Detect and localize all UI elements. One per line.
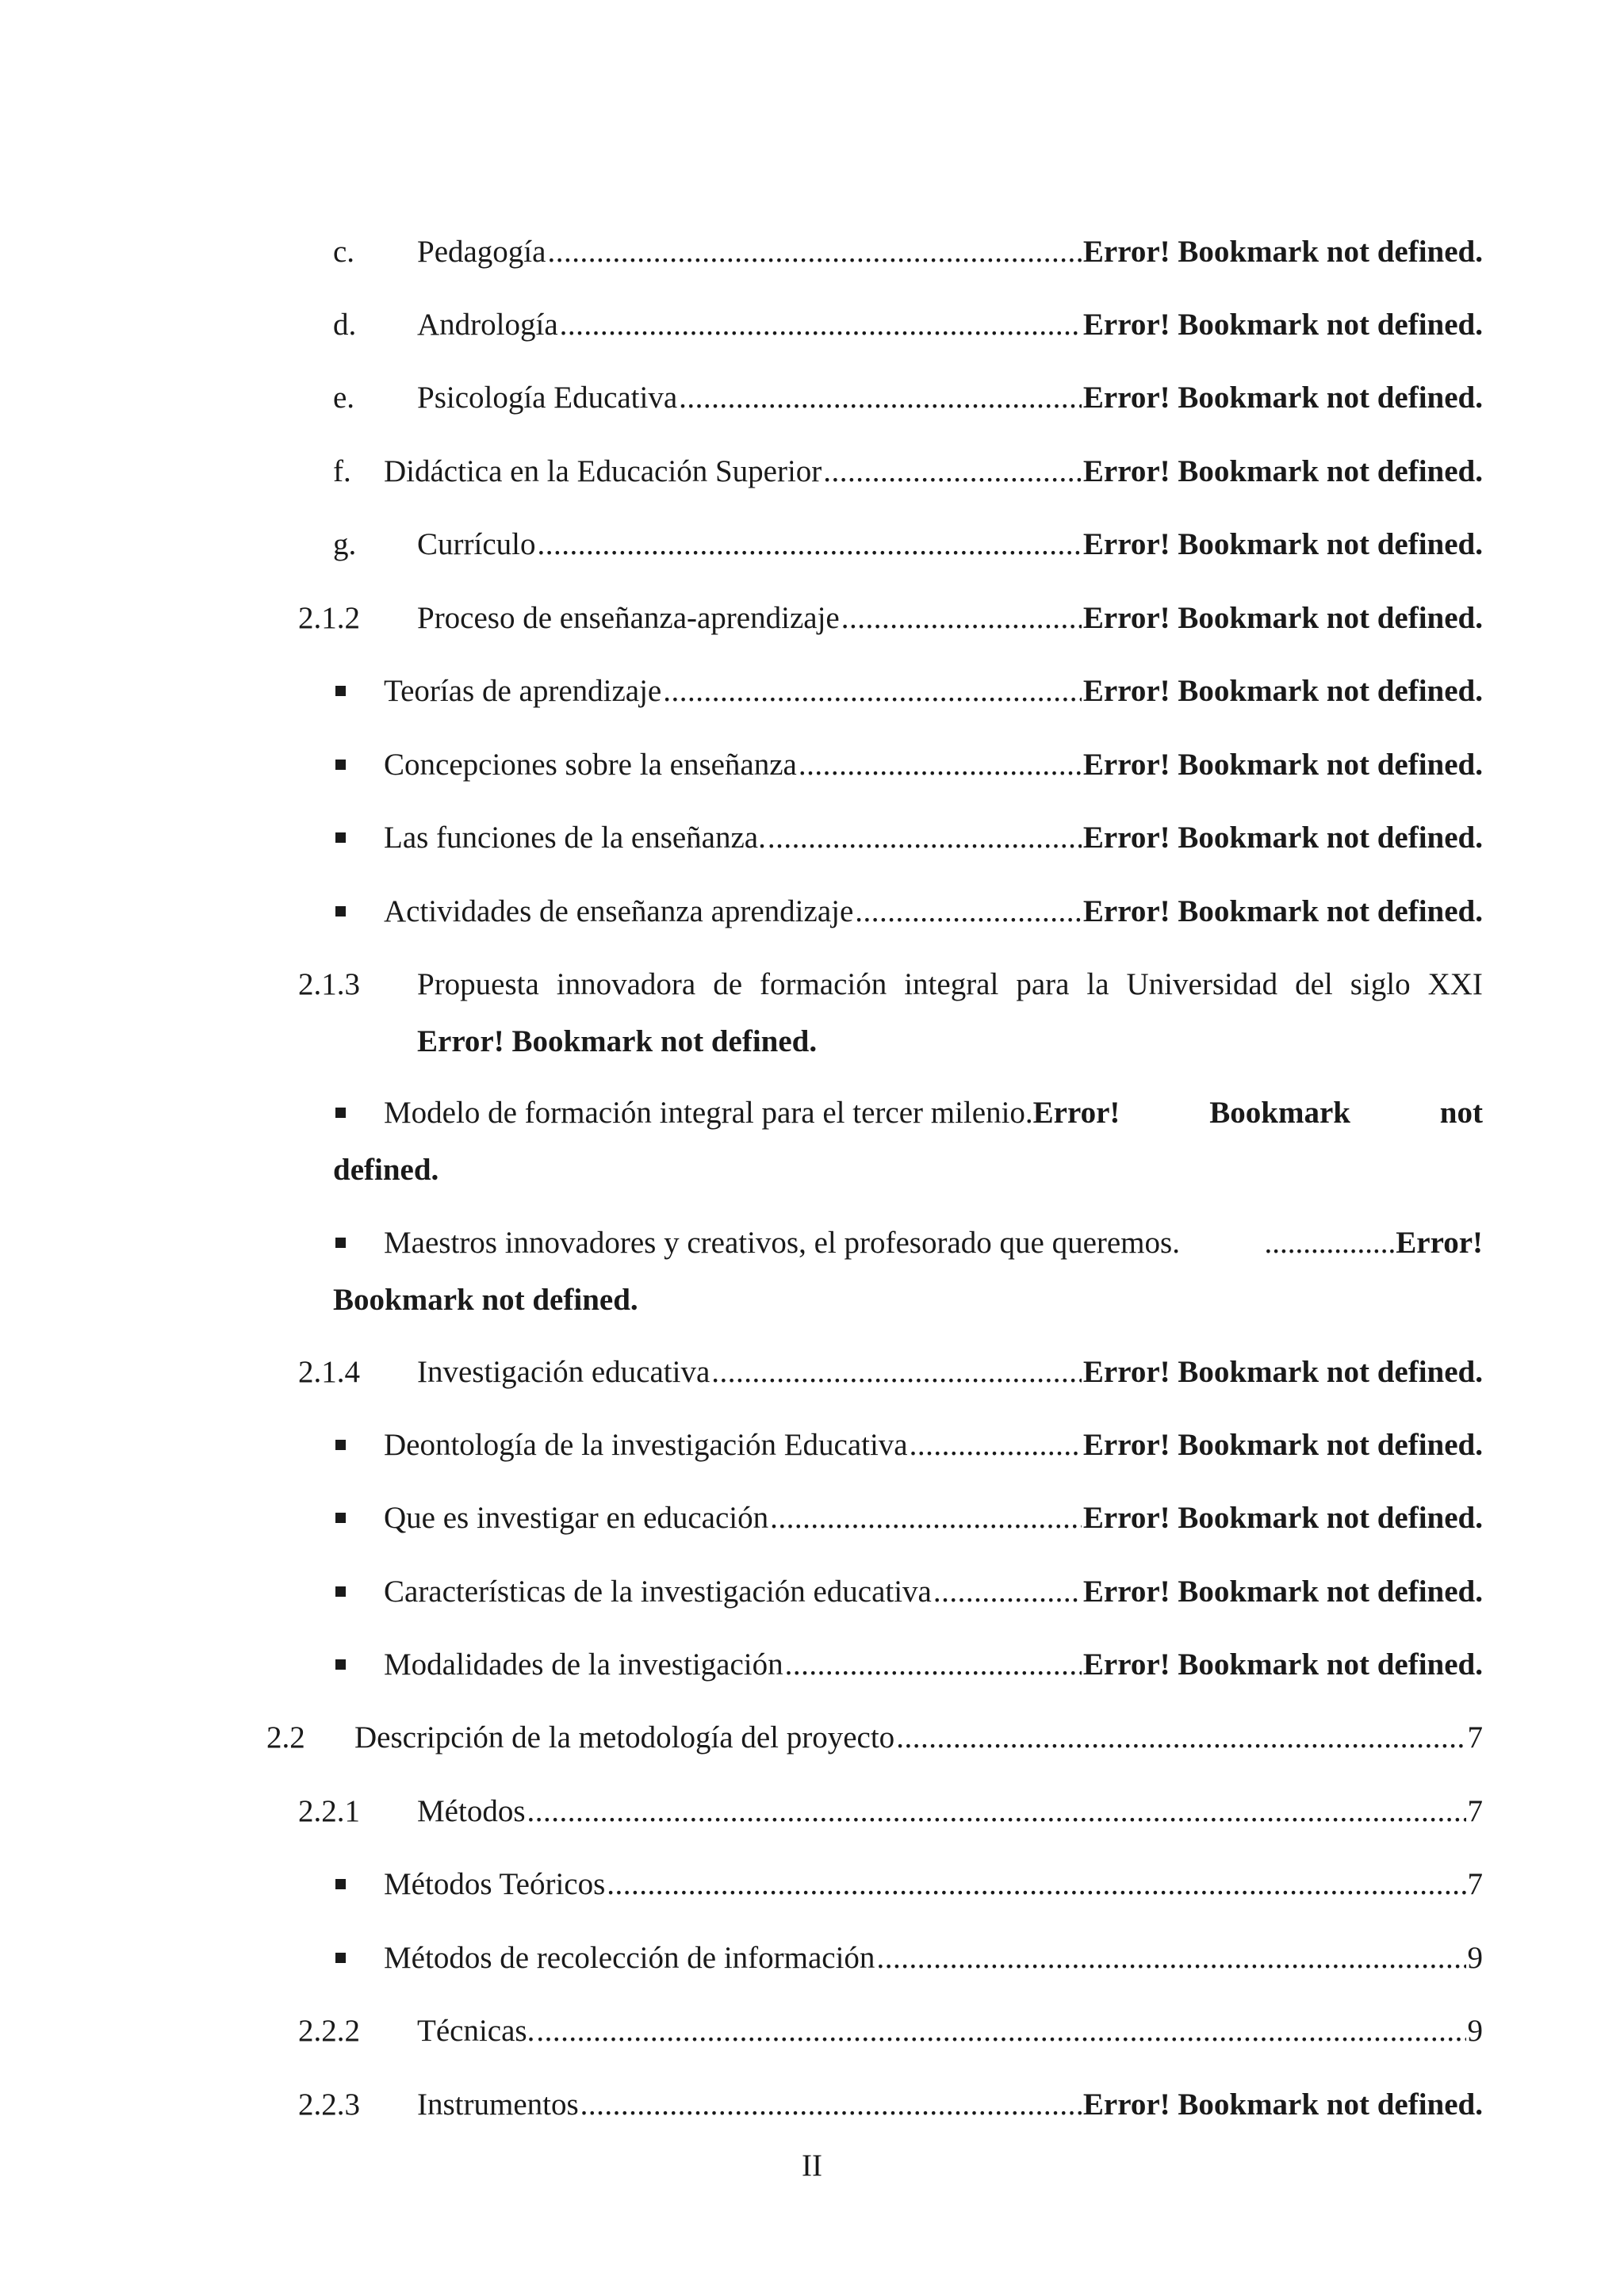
toc-entry-reference: Error! Bookmark not defined. <box>1082 1647 1483 1682</box>
title-word: innovadora <box>556 967 696 1001</box>
toc-entry-reference: Error! Bookmark not defined. <box>1082 235 1483 269</box>
title-word: Universidad <box>1126 967 1278 1001</box>
toc-entry-title: Concepciones sobre la enseñanza <box>384 748 797 782</box>
toc-entry-title: Teorías de aprendizaje <box>384 674 662 708</box>
toc-entry-title: Maestros innovadores y creativos, el profesorado que queremos. <box>384 1226 1180 1260</box>
toc-entry-reference-continued: defined. <box>333 1153 439 1187</box>
toc-entry-reference: Error! Bookmark not defined. <box>1082 454 1483 488</box>
toc-dot-leader <box>537 526 1081 564</box>
toc-entry-title: Psicología Educativa <box>417 381 678 415</box>
title-word: formación <box>759 967 887 1001</box>
toc-entry-title: Las funciones de la enseñanza. <box>384 821 766 855</box>
toc-entry-title: Proceso de enseñanza-aprendizaje <box>417 601 840 635</box>
square-bullet-icon <box>335 832 346 843</box>
toc-dot-leader <box>799 746 1082 784</box>
toc-entry-reference: Error! Bookmark not defined. <box>1082 1355 1483 1389</box>
ref-word: Bookmark <box>1209 1096 1350 1130</box>
square-bullet-icon <box>335 1238 346 1248</box>
toc-entry-title: Métodos <box>417 1794 526 1828</box>
toc-dot-leader <box>910 1426 1082 1464</box>
toc-entry-title: Métodos de recolección de información <box>384 1941 875 1975</box>
toc-entry-title: Que es investigar en educación <box>384 1501 769 1535</box>
toc-entry-reference: Error! Bookmark not defined. <box>1082 527 1483 561</box>
toc-entry-title: Características de la investigación educativa <box>384 1575 932 1609</box>
toc-entry-reference: Error! Bookmark not defined. <box>1082 2087 1483 2122</box>
toc-entry-reference: Error! Bookmark not defined. <box>1082 674 1483 708</box>
toc-entry-modelo-formacion[interactable] <box>0 1094 1624 1187</box>
toc-entry-title: Investigación educativa <box>417 1355 710 1389</box>
toc-dot-leader <box>711 1353 1082 1391</box>
toc-entry-number: 2.1.2 <box>298 601 360 635</box>
square-bullet-icon <box>335 1108 346 1118</box>
toc-entry-reference: Error! <box>1396 1226 1483 1260</box>
toc-entry-number: g. <box>333 527 357 561</box>
toc-dot-leader <box>768 819 1082 857</box>
toc-dot-leader <box>770 1499 1082 1537</box>
toc-dot-leader <box>536 2012 1465 2050</box>
toc-page-number: 7 <box>1467 1720 1483 1755</box>
toc-entry-maestros-innovadores[interactable] <box>0 1224 1624 1317</box>
square-bullet-icon <box>335 1513 346 1523</box>
toc-entry-number: d. <box>333 308 357 342</box>
toc-entry-title: Técnicas. <box>417 2014 535 2048</box>
toc-entry-title: Métodos Teóricos <box>384 1867 606 1901</box>
toc-dot-leader <box>785 1646 1082 1684</box>
toc-dot-leader <box>876 1939 1465 1977</box>
toc-dot-leader <box>607 1866 1465 1904</box>
toc-entry-reference: Error! Bookmark not defined. <box>1082 601 1483 635</box>
square-bullet-icon <box>335 1586 346 1597</box>
title-word: siglo <box>1350 967 1411 1001</box>
ref-word: Error! <box>1032 1096 1120 1130</box>
toc-entry-number: 2.1.3 <box>298 967 360 1001</box>
toc-entry-reference: Error! Bookmark not defined. <box>417 1024 818 1058</box>
toc-page-number: 7 <box>1467 1794 1483 1828</box>
toc-dot-leader <box>580 2086 1082 2124</box>
toc-entry-number: 2.2 <box>266 1720 305 1755</box>
toc-reference-group <box>1265 1224 1483 1262</box>
toc-dot-leader <box>679 379 1082 417</box>
title-word: para <box>1016 967 1070 1001</box>
toc-dot-leader <box>841 599 1082 637</box>
toc-dot-leader <box>896 1719 1465 1757</box>
toc-entry-number: 2.1.4 <box>298 1355 360 1389</box>
toc-dot-leader <box>547 233 1081 271</box>
toc-dot-leader <box>933 1573 1082 1611</box>
toc-entry-number: e. <box>333 381 355 415</box>
square-bullet-icon <box>335 906 346 916</box>
toc-dot-leader <box>823 453 1082 491</box>
toc-entry-title: Descripción de la metodología del proyecto <box>354 1720 895 1755</box>
toc-dot-leader <box>560 306 1082 344</box>
title-word: de <box>713 967 743 1001</box>
toc-entry-number: f. <box>333 454 351 488</box>
toc-dot-leader <box>527 1793 1466 1831</box>
toc-page-number: 7 <box>1467 1867 1483 1901</box>
square-bullet-icon <box>335 1879 346 1889</box>
toc-entry-number: 2.2.3 <box>298 2087 360 2122</box>
toc-entry-title: Modalidades de la investigación <box>384 1647 783 1682</box>
toc-entry-number: 2.2.1 <box>298 1794 360 1828</box>
toc-entry-reference: Error! Bookmark not defined. <box>1082 381 1483 415</box>
toc-entry-reference: Error! Bookmark not defined. <box>1082 894 1483 928</box>
toc-entry-title <box>384 1094 1120 1132</box>
square-bullet-icon <box>335 1659 346 1670</box>
square-bullet-icon <box>335 1440 346 1450</box>
toc-entry-number: c. <box>333 235 355 269</box>
square-bullet-icon <box>335 686 346 696</box>
toc-entry-title: Currículo <box>417 527 536 561</box>
square-bullet-icon <box>335 1953 346 1963</box>
toc-entry-propuesta-innovadora[interactable] <box>0 966 1624 1058</box>
toc-entry-reference: Error! Bookmark not defined. <box>1082 748 1483 782</box>
title-word: la <box>1086 967 1109 1001</box>
toc-page-number: 9 <box>1467 1941 1483 1975</box>
toc-dot-leader <box>663 672 1082 710</box>
title-word: del <box>1295 967 1333 1001</box>
toc-dot-leader <box>855 893 1082 931</box>
toc-entry-reference: Error! Bookmark not defined. <box>1082 1501 1483 1535</box>
toc-entry-reference: Error! Bookmark not defined. <box>1082 308 1483 342</box>
toc-dot-leader: ................. <box>1264 1226 1396 1260</box>
toc-entry-title: Deontología de la investigación Educativa <box>384 1428 908 1462</box>
toc-entry-reference: Error! Bookmark not defined. <box>1082 1428 1483 1462</box>
toc-entry-reference-continued: Bookmark not defined. <box>333 1283 638 1317</box>
toc-entry-title: Instrumentos <box>417 2087 579 2122</box>
title-text: Modelo de formación integral para el tercer milenio. <box>384 1096 1033 1130</box>
square-bullet-icon <box>335 760 346 770</box>
toc-entry-title <box>417 966 1483 1004</box>
ref-word: not <box>1439 1096 1483 1130</box>
page-number-footer: II <box>802 2149 822 2183</box>
toc-entry-number: 2.2.2 <box>298 2014 360 2048</box>
toc-entry-title: Pedagogía <box>417 235 546 269</box>
title-word: integral <box>904 967 999 1001</box>
title-word: XXI <box>1427 967 1483 1001</box>
toc-page-number: 9 <box>1467 2014 1483 2048</box>
toc-entry-title: Actividades de enseñanza aprendizaje <box>384 894 854 928</box>
toc-entry-title: Didáctica en la Educación Superior <box>384 454 822 488</box>
title-word: Propuesta <box>417 967 539 1001</box>
toc-entry-reference: Error! Bookmark not defined. <box>1082 821 1483 855</box>
toc-entry-title: Andrología <box>417 308 558 342</box>
toc-entry-reference: Error! Bookmark not defined. <box>1082 1575 1483 1609</box>
